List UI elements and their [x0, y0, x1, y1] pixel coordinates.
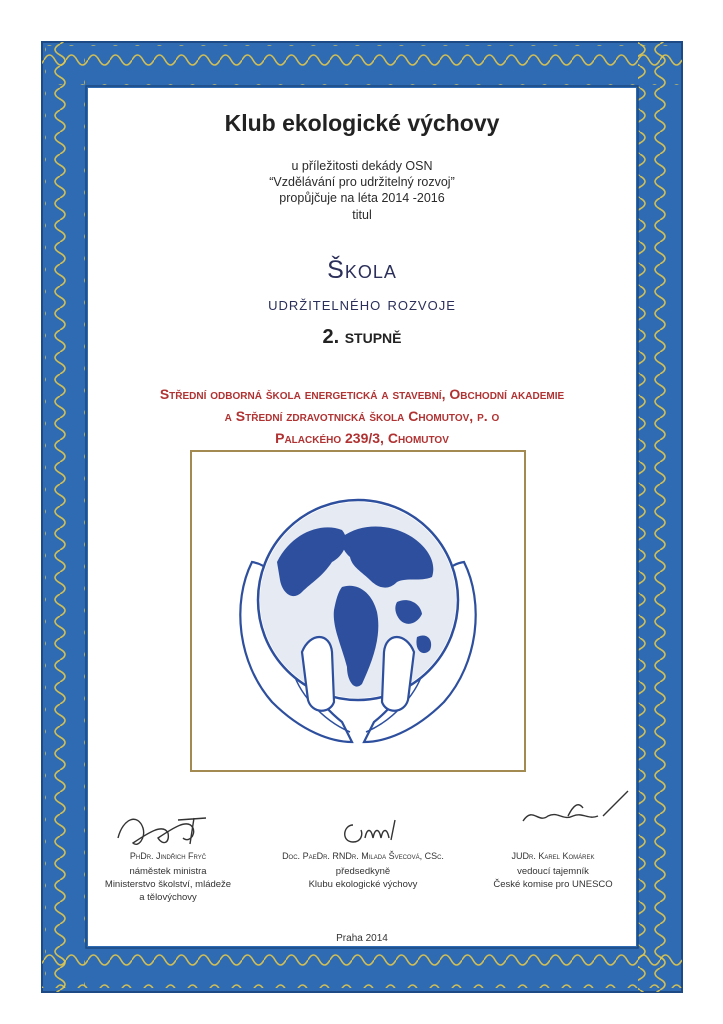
signatory-3-name: JUDr. Karel Komárek — [511, 851, 595, 861]
place-date: Praha 2014 — [336, 933, 388, 944]
signatory-1-role-3: a tělovýchovy — [139, 892, 197, 903]
globe-in-hands-icon — [192, 452, 524, 770]
club-title: Klub ekologické výchovy — [224, 110, 500, 136]
certificate-body — [88, 88, 636, 946]
awardee-line-1: Střední odborná škola energetická a stavební, Obchodní akademie — [159, 386, 565, 402]
intro-line-3: propůjčuje na léta 2014 -2016 — [279, 191, 445, 205]
intro-line-1: u příležitosti dekády OSN — [291, 159, 433, 173]
globe-illustration-frame — [190, 450, 526, 772]
signatory-2-role-2: Klubu ekologické výchovy — [308, 879, 418, 890]
signatory-1-name: PhDr. Jindřich Fryč — [129, 851, 207, 861]
awardee-line-2: a Střední zdravotnická škola Chomutov, p. o — [224, 408, 500, 424]
intro-line-4: titul — [352, 208, 372, 222]
award-title-line-2: udržitelného rozvoje — [268, 294, 456, 315]
signatory-2-name: Doc. PaeDr. RNDr. Milada Švecová, CSc. — [282, 851, 444, 861]
signature-3 — [513, 786, 633, 836]
signatory-2-role-1: předsedkyně — [335, 866, 391, 877]
signatory-3-role-1: vedoucí tajemník — [517, 866, 589, 877]
intro-line-2: “Vzdělávání pro udržitelný rozvoj” — [269, 175, 455, 189]
signatory-1-role-1: náměstek ministra — [129, 866, 207, 877]
award-title-line-3: 2. stupně — [322, 326, 402, 348]
awardee-line-3: Palackého 239/3, Chomutov — [275, 430, 449, 446]
signatory-1-role-2: Ministerstvo školství, mládeže — [104, 879, 232, 890]
signatory-3-role-2: České komise pro UNESCO — [493, 879, 613, 890]
signature-2 — [333, 810, 423, 850]
award-title-line-1: Škola — [327, 256, 397, 284]
